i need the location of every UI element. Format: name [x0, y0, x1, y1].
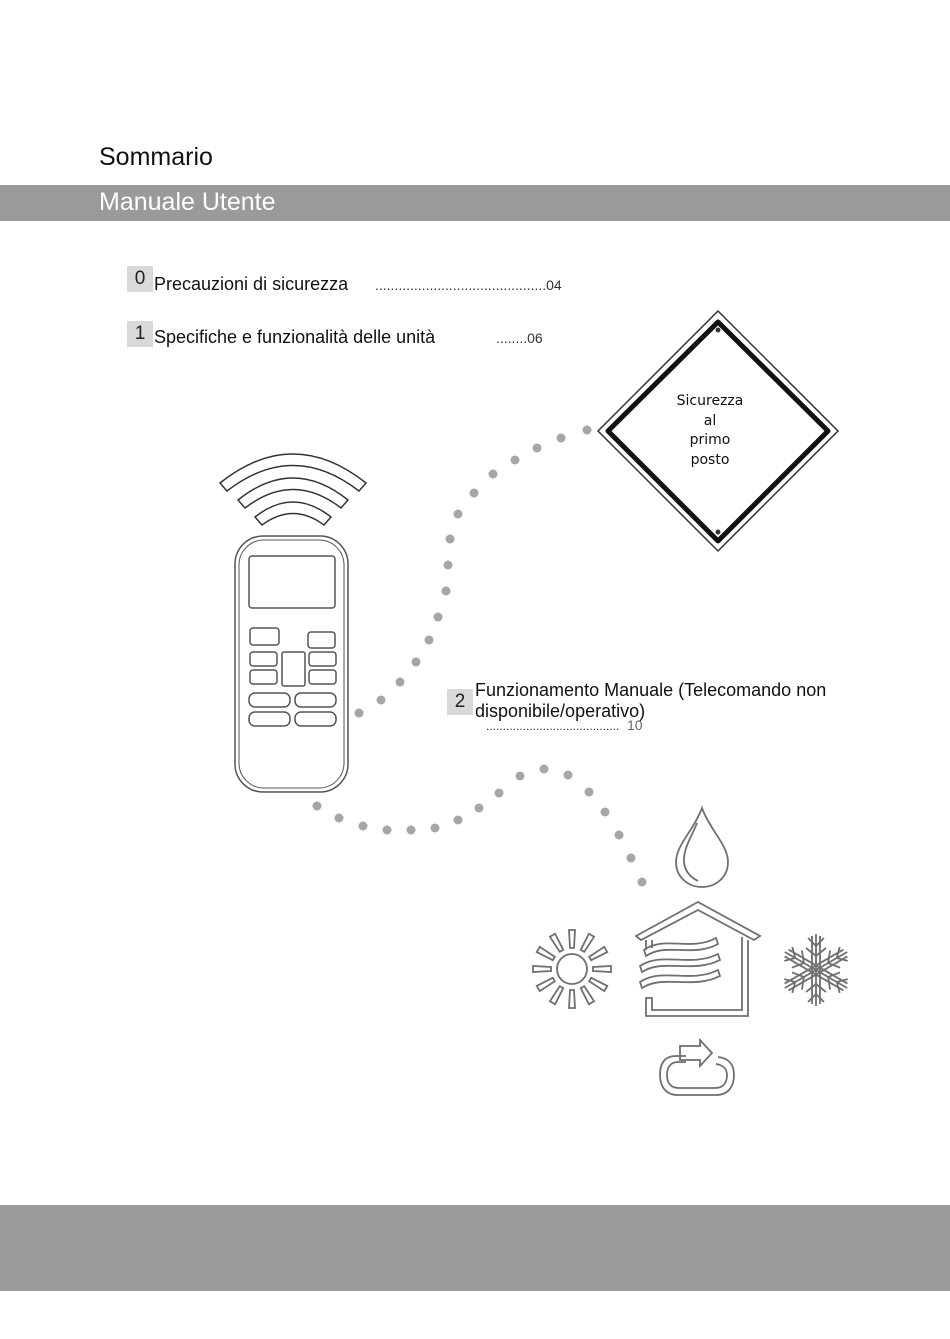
- dotted-path: [313, 426, 647, 887]
- water-drop-icon: [676, 808, 728, 887]
- remote-control-icon: [235, 536, 348, 792]
- cycle-arrow-icon: [660, 1040, 734, 1095]
- footer-band: [0, 1205, 950, 1291]
- toc-number-2: 2: [447, 689, 473, 715]
- sign-label-line: posto: [690, 451, 730, 468]
- toc-number-0: 0: [127, 266, 153, 292]
- house-air-icon: [636, 902, 760, 1016]
- toc-title-2[interactable]: Funzionamento Manuale (Telecomando non disponibile/operativo): [475, 680, 827, 721]
- sign-label: [660, 392, 760, 470]
- toc-leader-0: ............................................04: [375, 277, 562, 293]
- toc-leader-1: ........06: [496, 330, 543, 346]
- toc-page-2: 10: [627, 717, 643, 733]
- sun-icon: [533, 930, 611, 1008]
- sign-label-line: primo: [689, 432, 731, 448]
- toc-leader-2: ........................................: [486, 719, 620, 733]
- wifi-signal-icon: [220, 454, 366, 525]
- banner-title: Manuale Utente: [99, 188, 276, 216]
- toc-title-0[interactable]: Precauzioni di sicurezza: [154, 274, 349, 294]
- page-title: Sommario: [99, 143, 213, 171]
- toc-title-1[interactable]: Specifiche e funzionalità delle unità: [154, 327, 436, 347]
- sign-label-line: Sicurezza: [676, 393, 744, 409]
- snowflake-icon: [780, 934, 852, 1006]
- toc-number-1: 1: [127, 321, 153, 347]
- sign-label-line: al: [703, 412, 717, 429]
